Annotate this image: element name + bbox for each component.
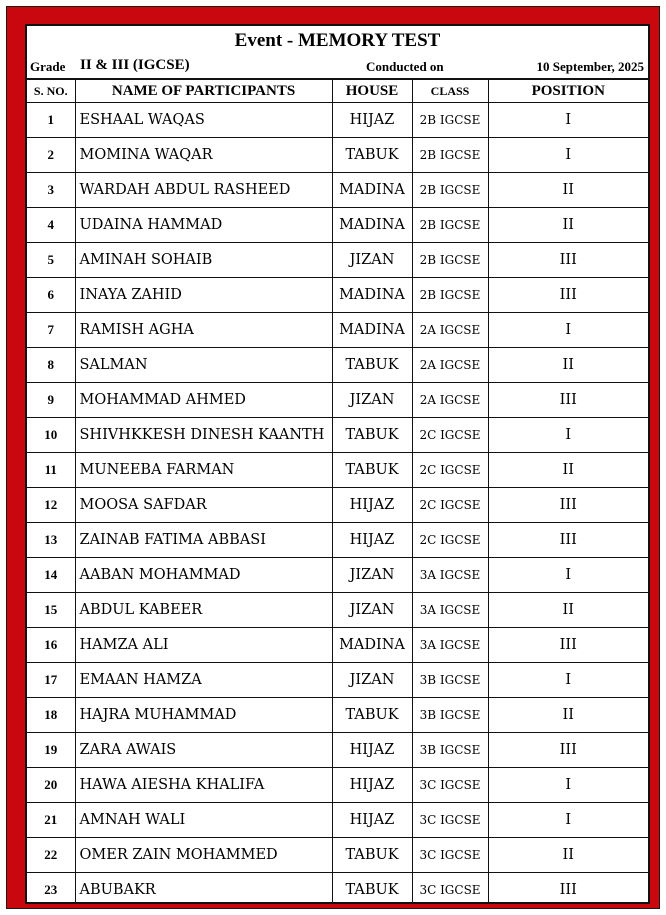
serial-number-cell: 1 [27,103,75,138]
house-cell: HIJAZ [332,803,412,838]
table-row [27,663,648,698]
participant-name-cell: ABDUL KABEER [75,593,332,628]
position-cell: I [488,558,648,593]
class-cell: 2C IGCSE [412,488,488,523]
position-cell: III [488,243,648,278]
house-cell: TABUK [332,453,412,488]
serial-number-cell: 19 [27,733,75,768]
serial-number-cell: 22 [27,838,75,873]
table-row [27,838,648,873]
table-row [27,733,648,768]
class-cell: 2B IGCSE [412,278,488,313]
table-row [27,698,648,733]
house-cell: JIZAN [332,558,412,593]
participant-name-cell: UDAINA HAMMAD [75,208,332,243]
serial-number-cell: 4 [27,208,75,243]
serial-number-cell: 21 [27,803,75,838]
house-cell: TABUK [332,418,412,453]
table-row [27,383,648,418]
table-body [27,103,648,905]
position-cell: III [488,873,648,905]
class-cell: 2A IGCSE [412,383,488,418]
participant-name-cell: WARDAH ABDUL RASHEED [75,173,332,208]
participant-name-cell: MOOSA SAFDAR [75,488,332,523]
serial-number-cell: 10 [27,418,75,453]
class-cell: 2B IGCSE [412,138,488,173]
table-row [27,418,648,453]
house-cell: MADINA [332,173,412,208]
house-cell: HIJAZ [332,103,412,138]
class-cell: 2C IGCSE [412,453,488,488]
house-cell: HIJAZ [332,488,412,523]
serial-number-cell: 6 [27,278,75,313]
table-row [27,523,648,558]
event-info-row [27,56,648,80]
table-header-row [27,80,648,103]
house-cell: HIJAZ [332,768,412,803]
table-row [27,558,648,593]
class-cell: 3C IGCSE [412,873,488,905]
participant-name-cell: ABUBAKR [75,873,332,905]
table-row [27,208,648,243]
house-cell: JIZAN [332,383,412,418]
participant-name-cell: ZAINAB FATIMA ABBASI [75,523,332,558]
class-cell: 2B IGCSE [412,173,488,208]
participant-name-cell: SHIVHKKESH DINESH KAANTH [75,418,332,453]
position-cell: III [488,628,648,663]
house-cell: JIZAN [332,243,412,278]
serial-number-cell: 18 [27,698,75,733]
position-cell: II [488,593,648,628]
serial-number-cell: 16 [27,628,75,663]
participant-name-cell: ZARA AWAIS [75,733,332,768]
grade-label: Grade [30,59,66,74]
position-cell: I [488,768,648,803]
participant-name-cell: EMAAN HAMZA [75,663,332,698]
participant-name-cell: MOMINA WAQAR [75,138,332,173]
participant-name-cell: MOHAMMAD AHMED [75,383,332,418]
house-cell: TABUK [332,838,412,873]
class-cell: 3C IGCSE [412,803,488,838]
table-row [27,173,648,208]
class-cell: 2B IGCSE [412,243,488,278]
position-cell: III [488,278,648,313]
event-title: Event - MEMORY TEST [234,30,441,51]
table-row [27,313,648,348]
table-row [27,593,648,628]
serial-number-cell: 17 [27,663,75,698]
house-cell: TABUK [332,873,412,905]
house-cell: MADINA [332,278,412,313]
participant-name-cell: INAYA ZAHID [75,278,332,313]
class-cell: 3C IGCSE [412,768,488,803]
position-cell: III [488,523,648,558]
grade-value: II & III (IGCSE) [80,57,190,73]
house-cell: TABUK [332,698,412,733]
table-row [27,243,648,278]
position-cell: I [488,103,648,138]
serial-number-cell: 23 [27,873,75,905]
class-cell: 2C IGCSE [412,418,488,453]
house-cell: HIJAZ [332,733,412,768]
serial-number-cell: 2 [27,138,75,173]
class-cell: 2A IGCSE [412,313,488,348]
class-cell: 3A IGCSE [412,628,488,663]
participant-name-cell: ESHAAL WAQAS [75,103,332,138]
position-cell: I [488,663,648,698]
column-header-sno: S. NO. [27,80,75,103]
class-cell: 2B IGCSE [412,208,488,243]
table-row [27,873,648,905]
table-row [27,453,648,488]
participant-name-cell: AMNAH WALI [75,803,332,838]
serial-number-cell: 7 [27,313,75,348]
class-cell: 3C IGCSE [412,838,488,873]
conducted-date: 10 September, 2025 [536,59,644,74]
participants-table [27,80,648,904]
column-header-name: NAME OF PARTICIPANTS [75,80,332,103]
position-cell: III [488,488,648,523]
table-row [27,103,648,138]
column-header-position: POSITION [488,80,648,103]
house-cell: TABUK [332,138,412,173]
serial-number-cell: 11 [27,453,75,488]
class-cell: 2B IGCSE [412,103,488,138]
class-cell: 2A IGCSE [412,348,488,383]
table-row [27,628,648,663]
house-cell: JIZAN [332,593,412,628]
serial-number-cell: 5 [27,243,75,278]
red-page-border [6,6,660,909]
table-row [27,488,648,523]
position-cell: II [488,698,648,733]
table-row [27,138,648,173]
position-cell: III [488,383,648,418]
participant-name-cell: HAWA AIESHA KHALIFA [75,768,332,803]
column-header-class: CLASS [412,80,488,103]
position-cell: II [488,838,648,873]
class-cell: 3A IGCSE [412,558,488,593]
class-cell: 3B IGCSE [412,663,488,698]
class-cell: 2C IGCSE [412,523,488,558]
table-row [27,803,648,838]
position-cell: II [488,173,648,208]
serial-number-cell: 3 [27,173,75,208]
participant-name-cell: OMER ZAIN MOHAMMED [75,838,332,873]
serial-number-cell: 15 [27,593,75,628]
position-cell: I [488,803,648,838]
participant-name-cell: AMINAH SOHAIB [75,243,332,278]
class-cell: 3B IGCSE [412,698,488,733]
position-cell: III [488,733,648,768]
house-cell: JIZAN [332,663,412,698]
participant-name-cell: AABAN MOHAMMAD [75,558,332,593]
table-row [27,348,648,383]
house-cell: TABUK [332,348,412,383]
serial-number-cell: 20 [27,768,75,803]
house-cell: HIJAZ [332,523,412,558]
participant-name-cell: HAMZA ALI [75,628,332,663]
column-header-house: HOUSE [332,80,412,103]
class-cell: 3A IGCSE [412,593,488,628]
results-sheet [25,24,650,904]
position-cell: I [488,138,648,173]
class-cell: 3B IGCSE [412,733,488,768]
serial-number-cell: 13 [27,523,75,558]
serial-number-cell: 14 [27,558,75,593]
house-cell: MADINA [332,208,412,243]
house-cell: MADINA [332,313,412,348]
position-cell: II [488,453,648,488]
position-cell: II [488,348,648,383]
house-cell: MADINA [332,628,412,663]
participant-name-cell: HAJRA MUHAMMAD [75,698,332,733]
table-row [27,768,648,803]
participant-name-cell: MUNEEBA FARMAN [75,453,332,488]
position-cell: I [488,418,648,453]
participant-name-cell: RAMISH AGHA [75,313,332,348]
serial-number-cell: 12 [27,488,75,523]
conducted-on-label: Conducted on [366,59,444,74]
serial-number-cell: 8 [27,348,75,383]
position-cell: I [488,313,648,348]
serial-number-cell: 9 [27,383,75,418]
position-cell: II [488,208,648,243]
participant-name-cell: SALMAN [75,348,332,383]
table-row [27,278,648,313]
